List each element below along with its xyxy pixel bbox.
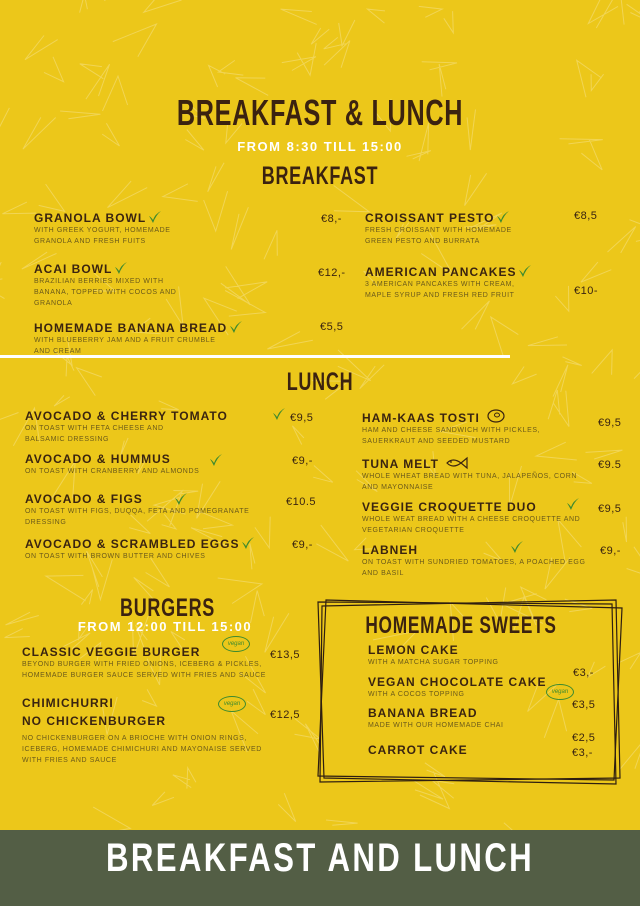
vegetarian-leaf-icon xyxy=(174,492,188,506)
vegetarian-leaf-icon xyxy=(114,261,128,275)
item-name: AMERICAN PANCAKES xyxy=(365,265,517,279)
menu-item xyxy=(368,743,568,757)
menu-item xyxy=(34,210,234,247)
item-description: MADE WITH OUR HOMEMADE CHAI xyxy=(368,722,504,729)
vegetarian-leaf-icon xyxy=(148,210,162,224)
item-name: AVOCADO & CHERRY TOMATO xyxy=(25,409,228,423)
item-name: BANANA BREAD xyxy=(368,706,478,720)
item-price: €3,- xyxy=(572,747,593,759)
item-price: €3,5 xyxy=(572,699,596,711)
vegetarian-leaf-icon xyxy=(510,540,524,554)
item-description: 3 AMERICAN PANCAKES WITH CREAM, MAPLE SYRUP AND FRESH RED FRUIT xyxy=(365,281,515,299)
item-description: ON TOAST WITH SUNDRIED TOMATOES, A POACHED EGG AND BASIL xyxy=(362,559,586,577)
item-name: VEGGIE CROQUETTE DUO xyxy=(362,500,537,514)
item-name: LABNEH xyxy=(362,543,418,557)
item-name: AVOCADO & HUMMUS xyxy=(25,452,171,466)
menu-item xyxy=(25,452,285,477)
item-name: CLASSIC VEGGIE BURGER xyxy=(22,645,201,659)
item-name: LEMON CAKE xyxy=(368,643,459,657)
vegetarian-leaf-icon xyxy=(518,264,532,278)
menu-item xyxy=(365,210,565,247)
vegetarian-leaf-icon xyxy=(272,407,286,421)
item-description: ON TOAST WITH FIGS, DUQQA, FETA AND POMEGRANATE DRESSING xyxy=(25,508,250,526)
item-name: ACAI BOWL xyxy=(34,262,113,276)
item-description: ON TOAST WITH BROWN BUTTER AND CHIVES xyxy=(25,553,206,560)
item-description: HAM AND CHEESE SANDWICH WITH PICKLES, SAUERKRAUT AND SEEDED MUSTARD xyxy=(362,427,541,445)
item-description: NO CHICKENBURGER ON A BRIOCHE WITH ONION RINGS, ICEBERG, HOMEMADE CHIMICHURI AND MAYONAISE SERVED WITH FRIES AND SAUCE xyxy=(22,735,262,764)
vegan-badge-icon: vegan xyxy=(222,636,250,652)
vegan-badge-icon: vegan xyxy=(218,696,246,712)
item-name: CHIMICHURRI xyxy=(22,696,114,710)
item-description: FRESH CROISSANT WITH HOMEMADE GREEN PESTO AND BURRATA xyxy=(365,227,512,245)
menu-item xyxy=(34,261,234,309)
item-description: WITH A COCOS TOPPING xyxy=(368,691,465,698)
section-divider xyxy=(0,355,510,358)
footer-title: BREAKFAST AND LUNCH xyxy=(105,836,535,880)
menu-item xyxy=(368,706,568,731)
item-name: TUNA MELT xyxy=(362,457,439,471)
menu-item xyxy=(25,492,285,528)
menu-item xyxy=(25,536,285,562)
item-price: €9,5 xyxy=(290,412,314,424)
vegetarian-leaf-icon xyxy=(566,497,580,511)
item-description: BRAZILIAN BERRIES MIXED WITH BANANA, TOPPED WITH COCOS AND GRANOLA xyxy=(34,278,177,307)
footer-banner xyxy=(0,830,640,906)
item-price: €8,- xyxy=(321,213,342,225)
item-description: WITH GREEK YOGURT, HOMEMADE GRANOLA AND FRESH FUITS xyxy=(34,227,171,245)
vegetarian-leaf-icon xyxy=(229,320,243,334)
menu-item xyxy=(34,320,274,357)
lunch-heading: LUNCH xyxy=(286,368,354,396)
menu-item xyxy=(362,456,602,493)
item-price: €5,5 xyxy=(320,321,344,333)
item-price: €12,- xyxy=(318,267,346,279)
menu-item xyxy=(368,643,568,668)
sweets-heading: HOMEMADE SWEETS xyxy=(365,612,557,639)
menu-item xyxy=(362,543,602,579)
burgers-hours: FROM 12:00 TILL 15:00 xyxy=(77,619,253,634)
breakfast-heading: BREAKFAST xyxy=(261,162,379,190)
vegan-badge-icon: vegan xyxy=(546,684,574,700)
item-name: NO CHICKENBURGER xyxy=(22,714,167,728)
item-name: CROISSANT PESTO xyxy=(365,211,495,225)
item-price: €9,5 xyxy=(598,417,622,429)
menu-item xyxy=(365,264,565,301)
menu-item xyxy=(25,409,285,445)
item-price: €9,5 xyxy=(598,503,622,515)
item-price: €9,- xyxy=(292,539,313,551)
item-price: €10.5 xyxy=(286,496,317,508)
menu-title: BREAKFAST & LUNCH xyxy=(176,92,464,133)
item-price: €9,- xyxy=(600,545,621,557)
item-description: WITH BLUEBERRY JAM AND A FRUIT CRUMBLE AND CREAM xyxy=(34,337,216,355)
item-name: HOMEMADE BANANA BREAD xyxy=(34,321,228,335)
vegetarian-leaf-icon xyxy=(241,536,255,550)
opening-hours: FROM 8:30 TILL 15:00 xyxy=(237,139,403,154)
item-description: WITH A MATCHA SUGAR TOPPING xyxy=(368,659,499,666)
item-description: WHOLE WEAT BREAD WITH A CHEESE CROQUETTE AND VEGETARIAN CROQUETTE xyxy=(362,516,581,534)
item-description: WHOLE WHEAT BREAD WITH TUNA, JALAPEÑOS, CORN AND MAYONNAISE xyxy=(362,473,578,491)
menu-item xyxy=(362,408,592,447)
item-price: €3,- xyxy=(573,667,594,679)
fish-icon xyxy=(445,456,469,470)
item-name: HAM-KAAS TOSTI xyxy=(362,411,480,425)
item-name: VEGAN CHOCOLATE CAKE xyxy=(368,675,547,689)
item-price: €13,5 xyxy=(270,649,301,661)
item-name: GRANOLA BOWL xyxy=(34,211,147,225)
item-price: €8,5 xyxy=(574,210,598,222)
item-name: AVOCADO & FIGS xyxy=(25,492,143,506)
vegetarian-leaf-icon xyxy=(496,210,510,224)
vegetarian-leaf-icon xyxy=(209,453,223,467)
menu-item xyxy=(362,500,581,536)
item-price: €2,5 xyxy=(572,732,596,744)
item-description: ON TOAST WITH FETA CHEESE AND BALSAMIC DRESSING xyxy=(25,425,164,443)
item-name: AVOCADO & SCRAMBLED EGGS xyxy=(25,537,240,551)
item-price: €12,5 xyxy=(270,709,301,721)
burgers-heading: BURGERS xyxy=(119,594,216,622)
item-price: €10- xyxy=(574,285,599,297)
item-description: ON TOAST WITH CRANBERRY AND ALMONDS xyxy=(25,468,200,475)
item-price: €9.5 xyxy=(598,459,622,471)
item-name: CARROT CAKE xyxy=(368,743,468,757)
item-description: BEYOND BURGER WITH FRIED ONIONS, ICEBERG & PICKLES, HOMEMADE BURGER SAUCE SERVED WITH FRIES AND SAUCE xyxy=(22,661,266,679)
ham-icon xyxy=(486,408,506,424)
item-price: €9,- xyxy=(292,455,313,467)
